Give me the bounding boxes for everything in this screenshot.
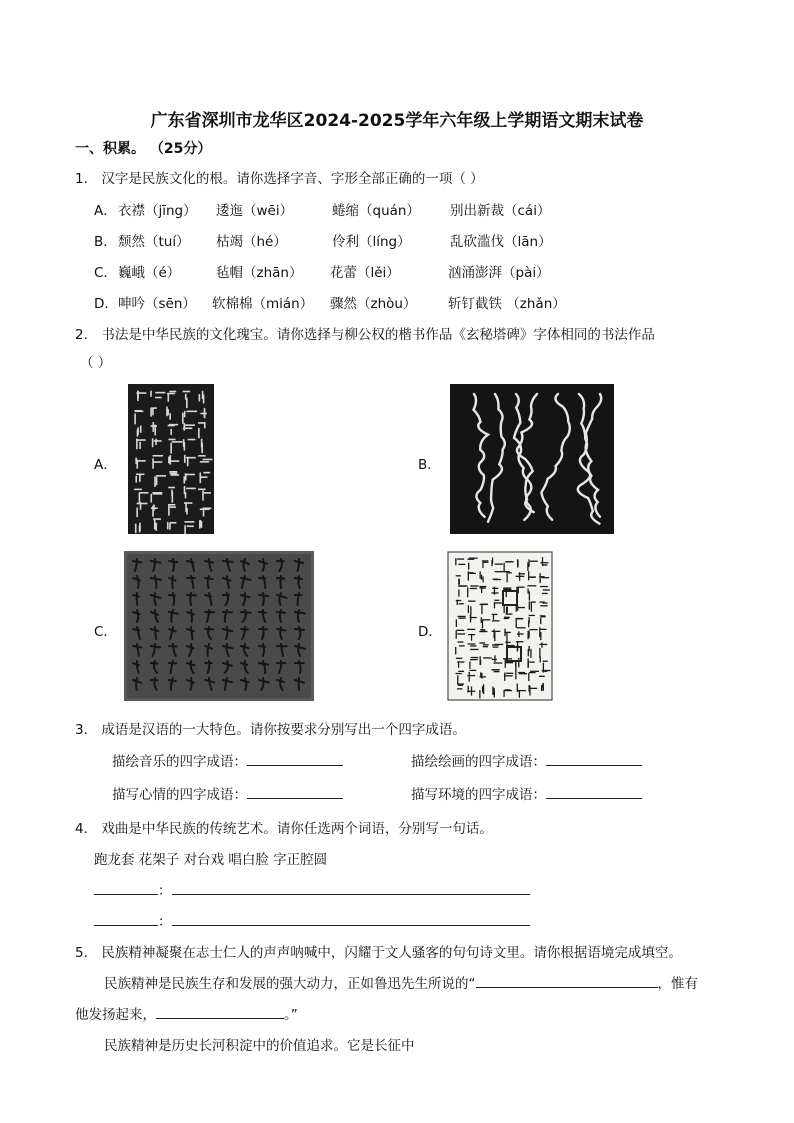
idiom-prompt-label: 描写环境的四字成语：	[411, 787, 546, 803]
option-word: 呻吟（sēn）	[118, 296, 196, 312]
option-word: 蜷缩（quán）	[332, 203, 420, 219]
option-word: 毡帽（zhān）	[216, 265, 303, 281]
option-word: 衣襟（jīng）	[118, 203, 197, 219]
idiom-prompt	[112, 750, 343, 770]
sentence-line	[94, 879, 530, 899]
idiom-prompt-label: 描绘音乐的四字成语：	[112, 754, 247, 770]
section-heading: 一、积累。 （25分）	[75, 141, 212, 157]
option-label: A．	[94, 457, 117, 473]
word-list: 跑龙套 花架子 对台戏 唱白脸 字正腔圆	[94, 852, 328, 868]
option-word: 斩钉截铁 （zhǎn）	[448, 296, 566, 312]
calligraphy-image-b[interactable]	[450, 384, 614, 534]
option-label: B．	[94, 234, 117, 250]
answer-blank[interactable]	[247, 751, 343, 766]
option-label: D．	[418, 624, 442, 640]
sentence-blank[interactable]	[172, 880, 530, 895]
fill-text: 民族精神是民族生存和发展的强大动力，正如鲁迅先生所说的“	[104, 976, 476, 992]
option-word: 逶迤（wēi）	[216, 203, 294, 219]
fill-line	[75, 1003, 298, 1023]
fill-text: 他发扬起来，	[75, 1007, 156, 1023]
option-word: 枯竭（hé）	[216, 234, 287, 250]
idiom-prompt	[411, 750, 642, 770]
calligraphy-image-c[interactable]	[124, 551, 314, 701]
sentence-line	[94, 910, 530, 930]
question-3-stem: 3． 成语是汉语的一大特色。请你按要求分别写出一个四字成语。	[75, 722, 466, 738]
word-blank[interactable]	[94, 880, 158, 895]
answer-blank[interactable]	[476, 973, 658, 988]
xingshu-rubbing-icon	[124, 551, 314, 701]
option-label: B．	[418, 457, 441, 473]
sentence-blank[interactable]	[172, 911, 530, 926]
question-2-stem: 2． 书法是中华民族的文化瑰宝。请你选择与柳公权的楷书作品《玄秘塔碑》字体相同的书法作品	[75, 327, 655, 343]
kaishu-rubbing-icon	[128, 384, 214, 534]
answer-blank[interactable]	[156, 1004, 284, 1019]
option-word: 巍峨（é）	[118, 265, 181, 281]
idiom-prompt	[112, 783, 343, 803]
question-4-stem: 4． 戏曲是中华民族的传统艺术。请你任选两个词语，分别写一句话。	[75, 821, 493, 837]
word-blank[interactable]	[94, 911, 158, 926]
answer-paren: （ ）	[80, 355, 112, 371]
option-label: C．	[94, 265, 117, 281]
calligraphy-image-d[interactable]	[447, 551, 553, 701]
option-word: 颓然（tuí）	[118, 234, 190, 250]
colon: ：	[158, 914, 172, 930]
question-5-stem: 5． 民族精神凝聚在志士仁人的声声呐喊中，闪耀于文人骚客的句句诗文里。请你根据语境完成填空。	[75, 945, 682, 961]
page-title: 广东省深圳市龙华区2024-2025学年六年级上学期语文期末试卷	[150, 111, 644, 131]
calligraphy-image-a[interactable]	[128, 384, 214, 534]
colon: ：	[158, 883, 172, 899]
option-word: 花蕾（lěi）	[330, 265, 400, 281]
xingkai-manuscript-icon	[447, 551, 553, 701]
option-word: 软棉棉（mián）	[212, 296, 314, 312]
fill-line	[104, 972, 698, 992]
fill-text: ，惟有	[657, 976, 698, 992]
answer-blank[interactable]	[546, 784, 642, 799]
fill-text: 。”	[284, 1007, 298, 1023]
option-word: 汹涌澎湃（pài）	[448, 265, 550, 281]
option-label: A．	[94, 203, 117, 219]
idiom-prompt	[411, 783, 642, 803]
answer-blank[interactable]	[247, 784, 343, 799]
option-word: 伶利（líng）	[332, 234, 411, 250]
option-word: 乱砍滥伐（lān）	[450, 234, 552, 250]
option-word: 别出新裁（cái）	[450, 203, 551, 219]
option-label: C．	[94, 624, 117, 640]
question-1-stem: 1． 汉字是民族文化的根。请你选择字音、字形全部正确的一项（ ）	[75, 171, 484, 187]
option-word: 骤然（zhòu）	[330, 296, 417, 312]
idiom-prompt-label: 描写心情的四字成语：	[112, 787, 247, 803]
idiom-prompt-label: 描绘绘画的四字成语：	[411, 754, 546, 770]
option-label: D．	[94, 296, 118, 312]
caoshu-rubbing-icon	[450, 384, 614, 534]
fill-line: 民族精神是历史长河积淀中的价值追求。它是长征中	[104, 1038, 415, 1054]
answer-blank[interactable]	[546, 751, 642, 766]
